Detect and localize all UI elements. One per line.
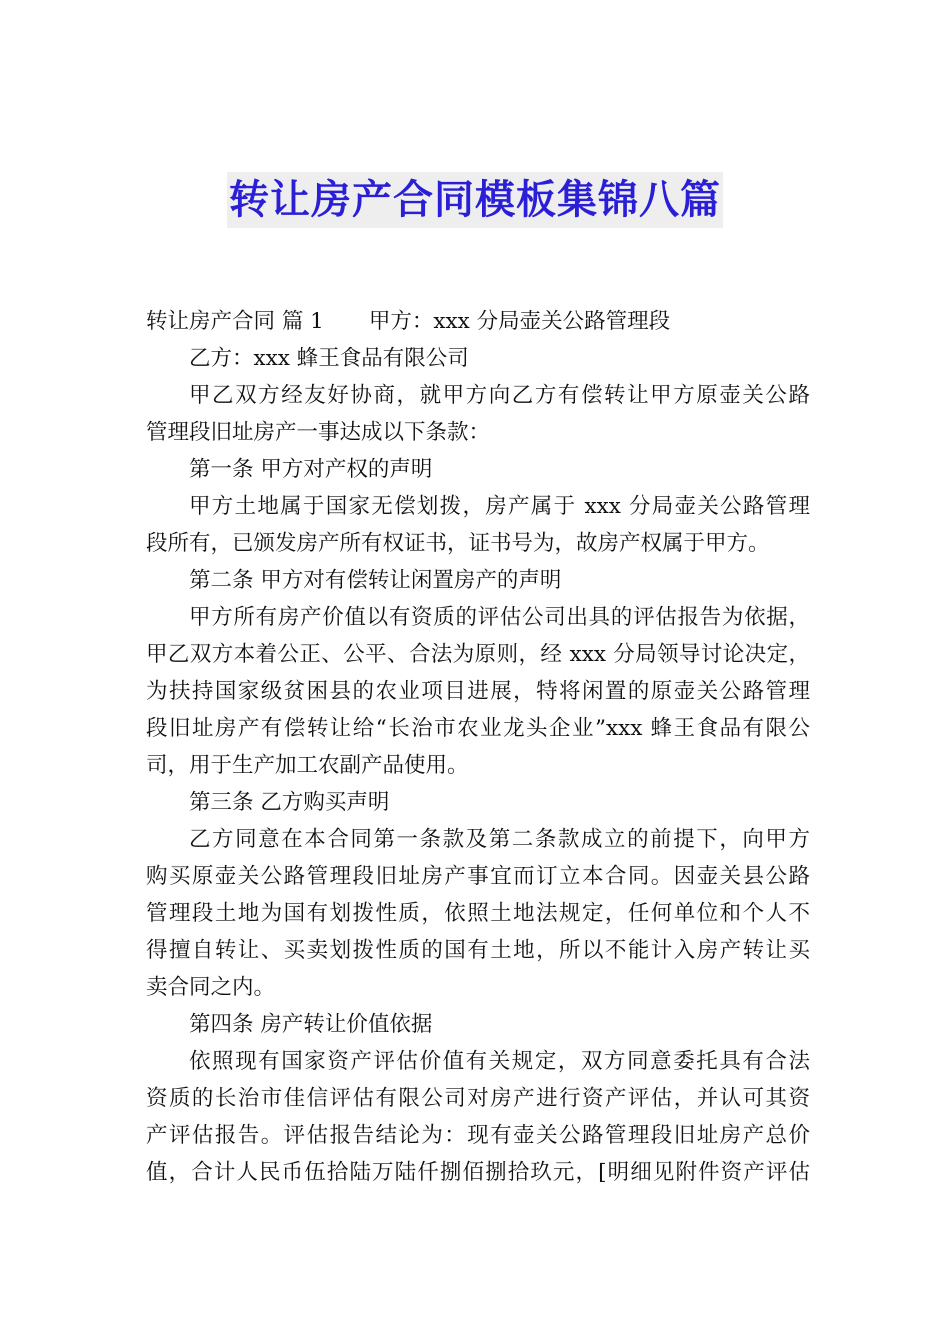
paragraph-line: 乙方：xxx 蜂王食品有限公司 [189, 346, 469, 371]
paragraph-line: 管理段土地为国有划拨性质，依照土地法规定，任何单位和个人不 [146, 901, 810, 926]
paragraph-line: 得擅自转让、买卖划拨性质的国有土地，所以不能计入房产转让买 [146, 938, 810, 963]
clause-heading: 第四条 房产转让价值依据 [189, 1012, 433, 1037]
header-line [146, 303, 810, 340]
paragraph-line: 甲乙双方本着公正、公平、合法为原则，经 xxx 分局领导讨论决定， [146, 642, 810, 667]
clause-heading: 第三条 乙方购买声明 [189, 790, 390, 815]
paragraph-line: 产评估报告。评估报告结论为：现有壶关公路管理段旧址房产总价 [146, 1123, 810, 1148]
paragraph-line: 乙方同意在本合同第一条款及第二条款成立的前提下，向甲方 [189, 827, 810, 852]
paragraph-line: 为扶持国家级贫困县的农业项目进展，特将闲置的原壶关公路管理 [146, 679, 810, 704]
paragraph-line: 购买原壶关公路管理段旧址房产事宜而订立本合同。因壶关县公路 [146, 864, 810, 889]
party-a-line: 甲方：xxx 分局壶关公路管理段 [368, 309, 671, 334]
paragraph-line: 段旧址房产有偿转让给“长治市农业龙头企业”xxx 蜂王食品有限公 [146, 716, 810, 741]
paragraph-line: 值，合计人民币伍拾陆万陆仟捌佰捌拾玖元，[明细见附件资产评估 [146, 1160, 810, 1185]
paragraph-line: 甲方所有房产价值以有资质的评估公司出具的评估报告为依据， [189, 605, 810, 630]
paragraph-line: 甲方土地属于国家无偿划拨，房产属于 xxx 分局壶关公路管理 [189, 494, 810, 519]
clause-heading: 第一条 甲方对产权的声明 [189, 457, 433, 482]
contract-section-label: 转让房产合同 篇 1 [146, 309, 324, 334]
document-title: 转让房产合同模板集锦八篇 [227, 172, 723, 228]
paragraph-line: 资质的长治市佳信评估有限公司对房产进行资产评估，并认可其资 [146, 1086, 810, 1111]
paragraph-line: 甲乙双方经友好协商，就甲方向乙方有偿转让甲方原壶关公路 [189, 383, 810, 408]
document-body [146, 303, 810, 1191]
paragraph-line: 管理段旧址房产一事达成以下条款： [146, 420, 491, 445]
paragraph-line: 卖合同之内。 [146, 975, 276, 1000]
paragraph-line: 段所有，已颁发房产所有权证书，证书号为，故房产权属于甲方。 [146, 531, 770, 556]
paragraph-line: 依照现有国家资产评估价值有关规定，双方同意委托具有合法 [189, 1049, 810, 1074]
clause-heading: 第二条 甲方对有偿转让闲置房产的声明 [189, 568, 562, 593]
title-container [0, 172, 950, 228]
paragraph-line: 司，用于生产加工农副产品使用。 [146, 753, 469, 778]
